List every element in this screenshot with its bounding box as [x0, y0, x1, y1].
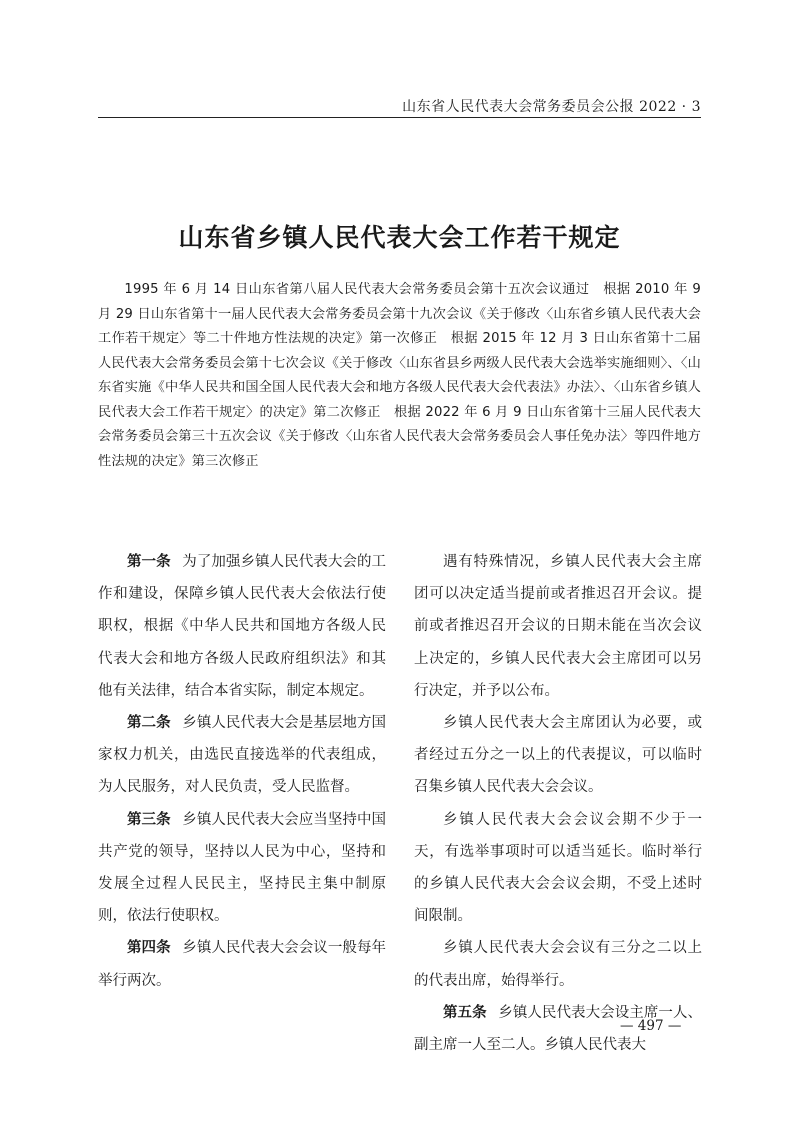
body-paragraph — [414, 932, 702, 996]
paragraph-text: 乡镇人民代表大会会议有三分之二以上的代表出席，始得举行。 — [414, 940, 702, 989]
body-paragraph — [414, 546, 702, 707]
article-paragraph — [98, 804, 386, 933]
right-column — [414, 546, 702, 1061]
article-paragraph — [98, 932, 386, 996]
article-label: 第三条 — [127, 810, 171, 828]
left-column — [98, 546, 386, 997]
paragraph-text: 遇有特殊情况，乡镇人民代表大会主席团可以决定适当提前或者推迟召开会议。提前或者推迟召开会议的日期未能在当次会议上决定的，乡镇人民代表大会主席团可以另行决定，并予以公布。 — [414, 554, 702, 699]
article-label: 第一条 — [127, 553, 171, 570]
article-text: 乡镇人民代表大会会议一般每年举行两次。 — [98, 940, 387, 989]
article-text: 乡镇人民代表大会设主席一人、副主席一人至二人。乡镇人民代表大 — [414, 1004, 703, 1054]
body-paragraph — [414, 804, 702, 933]
article-paragraph — [98, 707, 386, 804]
running-head: 山东省人民代表大会常务委员会公报 2022 · 3 — [402, 99, 701, 115]
document-title: 山东省乡镇人民代表大会工作若干规定 — [178, 223, 621, 252]
article-text: 为了加强乡镇人民代表大会的工作和建设，保障乡镇人民代表大会依法行使职权，根据《中华人民共和国地方各级人民代表大会和地方各级人民政府组织法》和其他有关法律，结合本省实际，制定本规定。 — [98, 554, 387, 699]
article-text: 乡镇人民代表大会是基层地方国家权力机关，由选民直接选举的代表组成，为人民服务，对人民负责，受人民监督。 — [98, 715, 387, 796]
body-paragraph — [414, 707, 702, 804]
article-label: 第五条 — [443, 1003, 487, 1021]
adoption-note: 1995 年 6 月 14 日山东省第八届人民代表大会常务委员会第十五次会议通过 根据 2010 年 9 月 29 日山东省第十一届人民代表大会常务委员会第十九次会议《关于修改〈山东省乡镇人民代表大会工作若干规定〉等二十件地方性法规的决定》第一次修正 根据 2015 年 12 月 3 日山东省第十二届人民代表大会常务委员会第十七次会议《关于修改〈山东省县乡两级人民代表大会选举实施细则〉、〈山东省实施《中华人民共和国全国人民代表大会和地方各级人民代表大会代表法》办法〉、〈山东省乡镇人民代表大会工作若干规定〉的决定》第二次修正 根据 2022 年 6 月 9 日山东省第十三届人民代表大会常务委员会第三十五次会议《关于修改〈山东省人民代表大会常务委员会人事任免办法〉等四件地方性法规的决定》第三次修正 — [98, 282, 701, 469]
article-paragraph — [98, 546, 386, 707]
header-rule — [98, 117, 701, 118]
paragraph-text: 乡镇人民代表大会主席团认为必要，或者经过五分之一以上的代表提议，可以临时召集乡镇人民代表大会会议。 — [414, 715, 702, 796]
article-label: 第四条 — [127, 939, 171, 957]
article-label: 第二条 — [127, 714, 171, 732]
article-text: 乡镇人民代表大会应当坚持中国共产党的领导，坚持以人民为中心，坚持和发展全过程人民民主，坚持民主集中制原则，依法行使职权。 — [98, 811, 387, 925]
page-number: — 497 — — [620, 1018, 682, 1034]
paragraph-text: 乡镇人民代表大会会议会期不少于一天，有选举事项时可以适当延长。临时举行的乡镇人民代表大会会议会期，不受上述时间限制。 — [414, 811, 702, 925]
